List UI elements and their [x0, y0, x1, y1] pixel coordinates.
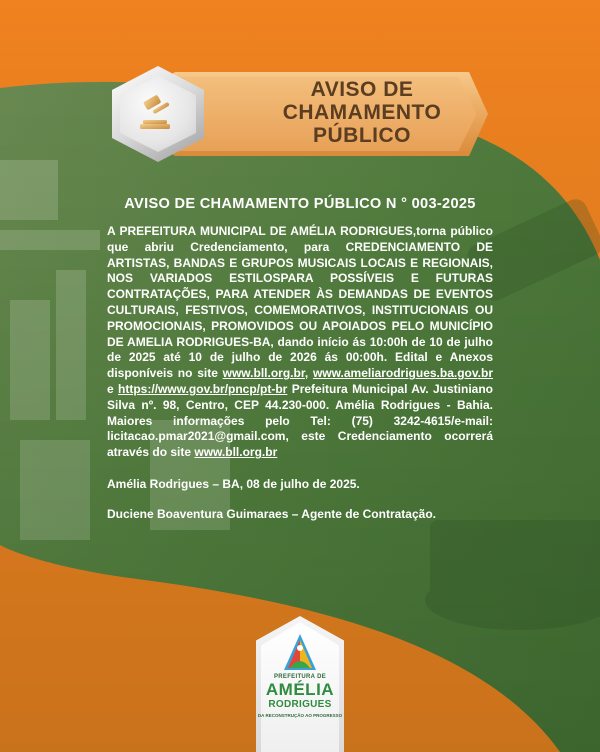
banner-line-1: AVISO DE [310, 78, 414, 101]
notice-title: AVISO DE CHAMAMENTO PÚBLICO N ° 003-2025 [124, 196, 476, 212]
banner-title [262, 78, 462, 147]
separator: e [107, 381, 119, 396]
notice-body-text-2: Prefeitura Municipal Av. Justiniano Silva nº. 98, Centro, CEP 44.230-000. Amélia Rodrigues - Bahia. Maiores informações pelo Tel: (75) 3242-4615/e-mail: licitacao.pmar2021@gmail.com, este Credenciamento ocorrerá através do site [107, 381, 493, 460]
agent-line: Duciene Boaventura Guimaraes – Agente de Contratação. [107, 506, 436, 521]
link-bll-2[interactable]: www.bll.org.br [194, 445, 278, 460]
separator: , [304, 366, 313, 381]
prefeitura-logo [256, 610, 344, 752]
banner-line-2: CHAMAMENTO [282, 101, 442, 124]
gavel-icon [134, 94, 182, 134]
banner-line-3: PÚBLICO [313, 124, 411, 147]
logo-slogan: DA RECONSTRUÇÃO AO PROGRESSO [257, 713, 343, 718]
title-banner [112, 64, 492, 164]
link-pncp[interactable]: https://www.gov.br/pncp/pt-br [118, 381, 288, 396]
logo-rodrigues: RODRIGUES [268, 699, 332, 710]
date-line: Amélia Rodrigues – BA, 08 de julho de 2025. [107, 476, 360, 491]
logo-mark-icon [284, 634, 316, 670]
logo-prefeitura: PREFEITURA DE [273, 674, 326, 680]
link-bll[interactable]: www.bll.org.br [222, 366, 305, 381]
notice-content [107, 196, 493, 521]
notice-body-text-1: A PREFEITURA MUNICIPAL DE AMÉLIA RODRIGUES,torna público que abriu Credenciamento, para CREDENCIAMENTO DE ARTISTAS, BANDAS E GRUPOS MUSICAIS LOCAIS E REGIONAIS, NOS VARIADOS ESTILOSPARA POSSÍVEIS E FUTURAS CONTRATAÇÕES, PARA ATENDER ÀS DEMANDAS DE EVENTOS CULTURAIS, FESTIVOS, COMEMORATIVOS, INSTITUCIONAIS OU PROMOCIONAIS, PROMOVIDOS OU APOIADOS PELO MUNICÍPIO DE AMELIA RODRIGUES-BA, dando início ás 10:00h de 10 de julho de 2025 até 10 de julho de 2026 ás 00:00h. Edital e Anexos disponíveis no site [107, 224, 493, 381]
notice-body [107, 224, 493, 461]
link-ameliarodrigues[interactable]: www.ameliarodrigues.ba.gov.br [312, 366, 493, 381]
logo-amelia: AMÉLIA [265, 680, 335, 699]
